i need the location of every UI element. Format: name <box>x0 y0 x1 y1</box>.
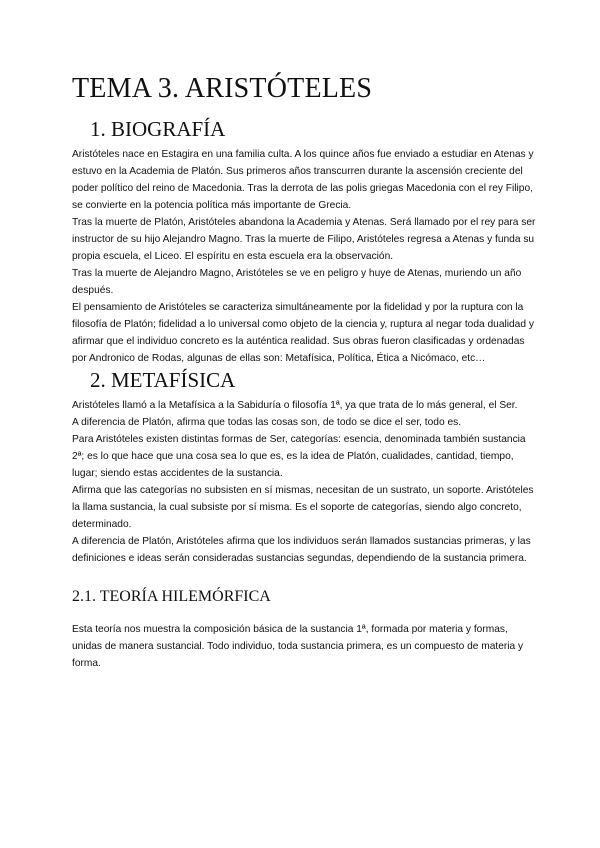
section-heading-biografia: 1. BIOGRAFÍA <box>90 117 226 141</box>
section-heading-metafisica: 2. METAFÍSICA <box>90 368 236 392</box>
paragraph: A diferencia de Platón, Aristóteles afirma que los individuos serán llamados sustancias primeras, y las definiciones e ideas serán consideradas sustancias segundas, dependiendo de la sustancia primera. <box>72 536 531 564</box>
paragraph: Para Aristóteles existen distintas formas de Ser, categorías: esencia, denominada también sustancia 2ª; es lo que hace que una cosa sea lo que es, es la idea de Platón, cualidades, cantidad, tiempo, lugar; siendo estas accidentes de la sustancia. <box>72 434 526 479</box>
paragraph: Tras la muerte de Alejandro Magno, Aristóteles se ve en peligro y huye de Atenas, muriendo un año después. <box>72 268 522 296</box>
document-title: TEMA 3. ARISTÓTELES <box>72 73 373 104</box>
paragraph: El pensamiento de Aristóteles se caracteriza simultáneamente por la fidelidad y por la ruptura con la filosofía de Platón; fidelidad a lo universal como objeto de la ciencia y, ruptura al negar toda dualidad y afirmar que el individuo concreto es la auténtica realidad. Sus obras fueron clasificadas y ordenadas por Andronico de Rodas, algunas de ellas son: Metafísica, Política, Ética a Nicómaco, etc… <box>72 302 534 364</box>
paragraph: Tras la muerte de Platón, Aristóteles abandona la Academia y Atenas. Será llamado por el rey para ser instructor de su hijo Alejandro Magno. Tras la muerte de Filipo, Aristóteles regresa a Atenas y funda su propia escuela, el Liceo. El espíritu en esta escuela era la observación. <box>72 217 536 262</box>
paragraph: Aristóteles nace en Estagira en una familia culta. A los quince años fue enviado a estudiar en Atenas y estuvo en la Academia de Platón. Sus primeros años transcurren durante la ascensión creciente del poder político del reino de Macedonia. Tras la derrota de las polis griegas Macedonia con el rey Filipo, se convierte en la potencia política más importante de Grecia. <box>72 149 534 211</box>
subsection-heading-hilemorfica: 2.1. TEORÍA HILEMÓRFICA <box>72 588 271 605</box>
section-biografia <box>72 116 540 367</box>
paragraph: Aristóteles llamó a la Metafísica a la Sabiduría o filosofía 1ª, ya que trata de lo más general, el Ser. <box>72 400 518 411</box>
paragraph: Afirma que las categorías no subsisten en sí mismas, necesitan de un sustrato, un soporte. Aristóteles la llama sustancia, la cual subsiste por sí misma. Es el soporte de categorías, siendo algo concreto, determinado. <box>72 485 534 530</box>
paragraph: Esta teoría nos muestra la composición básica de la sustancia 1ª, formada por materia y formas, unidas de manera sustancial. Todo individuo, toda sustancia primera, es un compuesto de materia y forma. <box>72 624 524 669</box>
section-metafisica <box>72 367 540 567</box>
section-hilemorfica <box>72 587 540 672</box>
paragraph: A diferencia de Platón, afirma que todas las cosas son, de todo se dice el ser, todo es. <box>72 417 462 428</box>
